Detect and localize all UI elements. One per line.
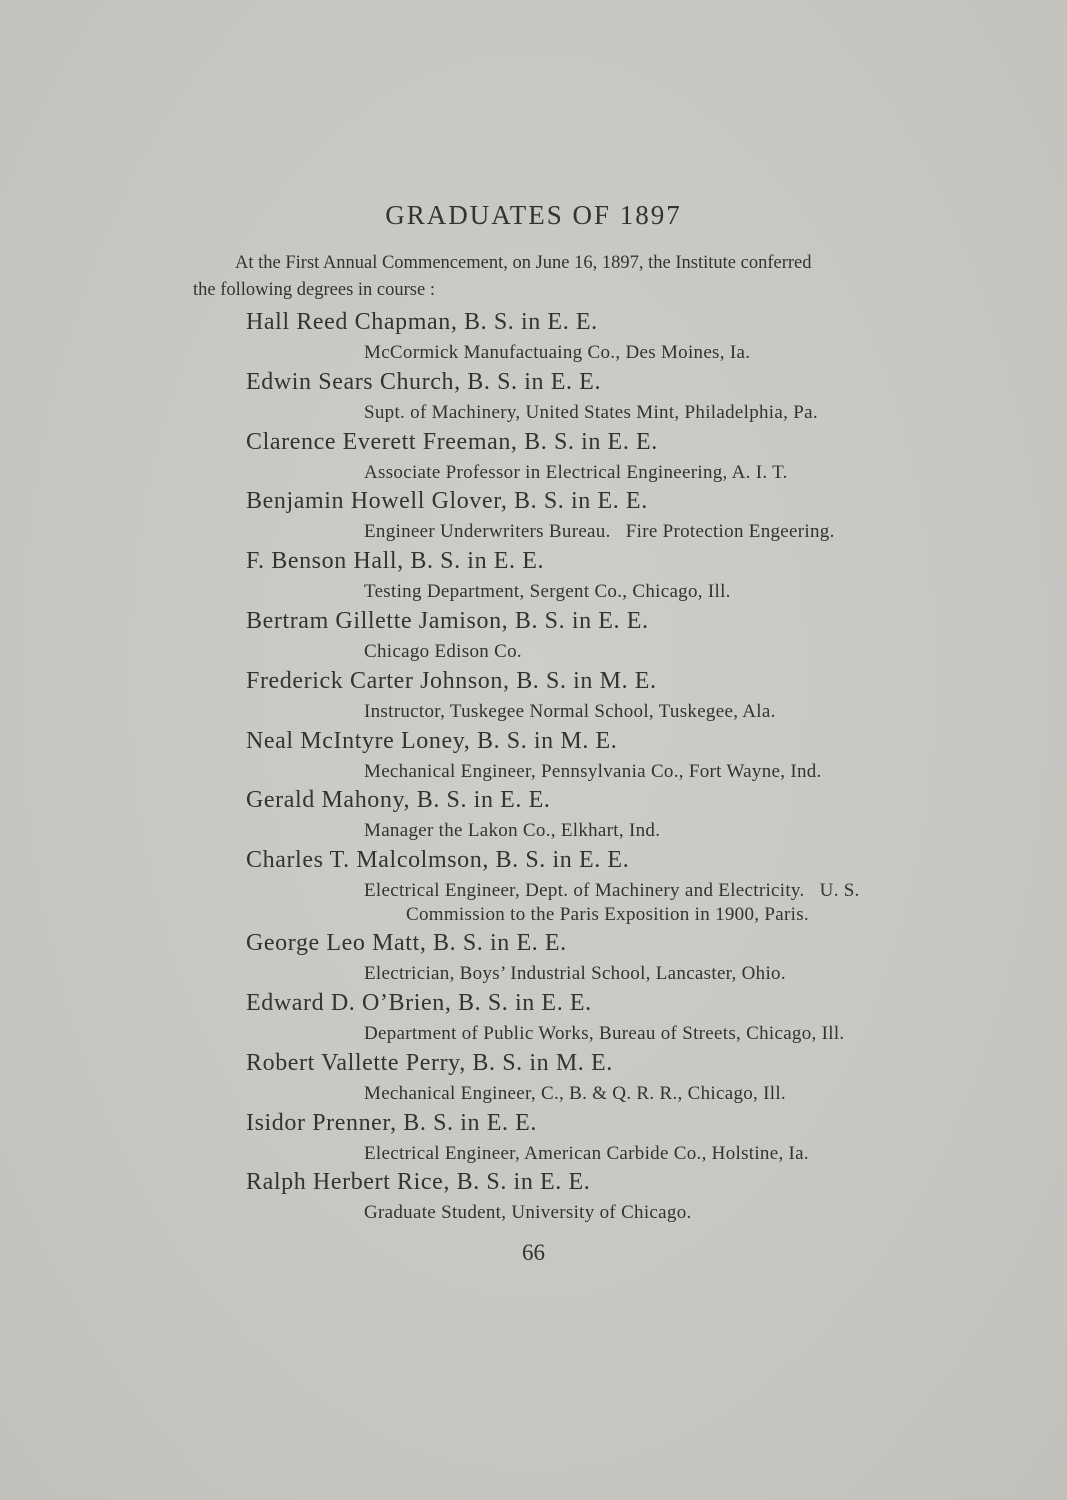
intro-paragraph bbox=[193, 250, 893, 304]
graduate-list bbox=[0, 309, 1067, 1229]
graduate-position: Chicago Edison Co. bbox=[364, 640, 522, 662]
graduate-entry bbox=[0, 930, 1067, 990]
graduate-name: Neal McIntyre Loney, B. S. in M. E. bbox=[246, 727, 618, 754]
graduate-position: Engineer Underwriters Bureau. Fire Protection Engeering. bbox=[364, 521, 835, 543]
graduate-name: F. Benson Hall, B. S. in E. E. bbox=[246, 548, 545, 575]
graduate-position: Manager the Lakon Co., Elkhart, Ind. bbox=[364, 820, 661, 842]
graduate-position: Instructor, Tuskegee Normal School, Tuskegee, Ala. bbox=[364, 700, 776, 722]
graduate-position: Mechanical Engineer, C., B. & Q. R. R., Chicago, Ill. bbox=[364, 1082, 786, 1104]
graduate-name: Charles T. Malcolmson, B. S. in E. E. bbox=[246, 847, 630, 874]
graduate-position: Associate Professor in Electrical Engineering, A. I. T. bbox=[364, 461, 788, 483]
graduate-name: Bertram Gillette Jamison, B. S. in E. E. bbox=[246, 607, 649, 634]
graduate-position: Electrician, Boys’ Industrial School, Lancaster, Ohio. bbox=[364, 963, 786, 985]
graduate-entry bbox=[0, 608, 1067, 668]
graduate-entry bbox=[0, 309, 1067, 369]
graduate-name: Isidor Prenner, B. S. in E. E. bbox=[246, 1109, 538, 1136]
graduate-name: Frederick Carter Johnson, B. S. in M. E. bbox=[246, 667, 657, 694]
graduate-name: Edward D. O’Brien, B. S. in E. E. bbox=[246, 989, 592, 1016]
graduate-entry bbox=[0, 488, 1067, 548]
graduate-name: Clarence Everett Freeman, B. S. in E. E. bbox=[246, 428, 658, 455]
graduate-name: Benjamin Howell Glover, B. S. in E. E. bbox=[246, 488, 648, 515]
graduate-position: McCormick Manufactuaing Co., Des Moines, Ia. bbox=[364, 342, 751, 363]
graduate-name: George Leo Matt, B. S. in E. E. bbox=[246, 930, 567, 957]
graduate-entry bbox=[0, 787, 1067, 847]
graduate-name: Gerald Mahony, B. S. in E. E. bbox=[246, 787, 551, 814]
graduate-position: Department of Public Works, Bureau of Streets, Chicago, Ill. bbox=[364, 1022, 845, 1044]
graduate-position: Electrical Engineer, Dept. of Machinery and Electricity. U. S. bbox=[364, 880, 860, 902]
graduate-entry bbox=[0, 1110, 1067, 1170]
graduate-position: Supt. of Machinery, United States Mint, Philadelphia, Pa. bbox=[364, 401, 818, 423]
graduate-name: Hall Reed Chapman, B. S. in E. E. bbox=[246, 309, 598, 335]
graduate-name: Robert Vallette Perry, B. S. in M. E. bbox=[246, 1049, 613, 1076]
graduate-entry bbox=[0, 429, 1067, 489]
graduate-entry bbox=[0, 369, 1067, 429]
graduate-entry bbox=[0, 990, 1067, 1050]
graduate-position: Electrical Engineer, American Carbide Co., Holstine, Ia. bbox=[364, 1142, 809, 1164]
graduate-position-continued: Commission to the Paris Exposition in 1900, Paris. bbox=[406, 904, 809, 926]
graduate-entry bbox=[0, 847, 1067, 930]
graduate-entry bbox=[0, 1169, 1067, 1229]
graduate-position: Graduate Student, University of Chicago. bbox=[364, 1202, 692, 1224]
graduate-name: Ralph Herbert Rice, B. S. in E. E. bbox=[246, 1169, 591, 1196]
graduate-entry bbox=[0, 548, 1067, 608]
graduate-entry bbox=[0, 668, 1067, 728]
intro-line-1: At the First Annual Commencement, on June 16, 1897, the Institute conferred bbox=[235, 253, 812, 273]
page-title: GRADUATES OF 1897 bbox=[385, 200, 682, 230]
graduate-entry bbox=[0, 1050, 1067, 1110]
graduate-position: Testing Department, Sergent Co., Chicago, Ill. bbox=[364, 581, 731, 603]
graduate-entry bbox=[0, 728, 1067, 788]
page-number: 66 bbox=[522, 1240, 545, 1265]
intro-line-2: the following degrees in course : bbox=[193, 280, 435, 300]
graduate-name: Edwin Sears Church, B. S. in E. E. bbox=[246, 368, 602, 395]
graduate-position: Mechanical Engineer, Pennsylvania Co., Fort Wayne, Ind. bbox=[364, 760, 822, 782]
